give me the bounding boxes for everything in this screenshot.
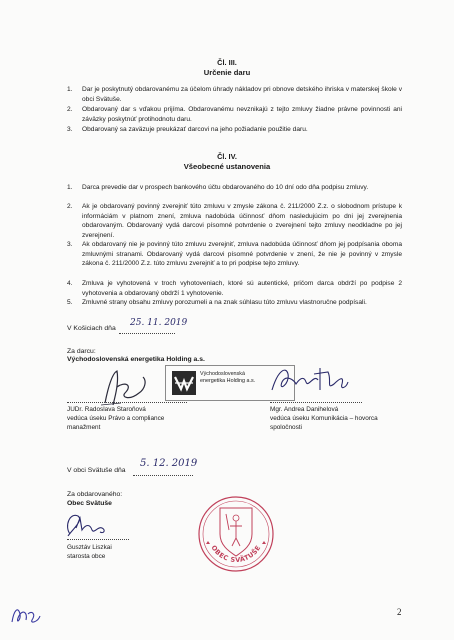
list-item bbox=[67, 85, 402, 105]
list-item bbox=[67, 279, 402, 299]
handwritten-date: 25. 11. 2019 bbox=[130, 318, 188, 328]
donor-heading: Za darcu: bbox=[67, 348, 96, 355]
list-item bbox=[67, 183, 402, 203]
place-date-label: V obci Svätuše dňa bbox=[67, 467, 126, 474]
signature-2 bbox=[268, 360, 350, 404]
signature-1 bbox=[95, 363, 155, 411]
item-number: 3. bbox=[67, 241, 73, 248]
list-item bbox=[67, 105, 402, 125]
page-number: 2 bbox=[397, 607, 402, 617]
list-item bbox=[67, 125, 402, 135]
signature-line bbox=[67, 539, 129, 540]
item-number: 4. bbox=[67, 280, 73, 287]
signer-1-name: JUDr. Radoslava Staroňová bbox=[67, 406, 146, 413]
section-title: Určenie daru bbox=[203, 68, 251, 77]
date-line bbox=[133, 475, 193, 476]
seal-text: OBEC SVÄTUŠE bbox=[209, 543, 263, 565]
handwritten-date: 5. 12. 2019 bbox=[140, 458, 198, 469]
municipal-seal bbox=[196, 494, 276, 574]
company-logo-icon bbox=[172, 371, 196, 395]
initials-mark bbox=[8, 600, 42, 628]
list-item bbox=[67, 202, 402, 242]
signer-1-role: vedúca úseku Právo a compliance manažment bbox=[67, 415, 165, 431]
signature-line bbox=[270, 402, 362, 403]
recipient-name: Obec Svätuše bbox=[67, 500, 112, 507]
item-text: Zmluvné strany obsahu zmluvy porozumeli a na znak súhlasu túto zmluvu vlastnoručne podpísali. bbox=[82, 299, 367, 306]
place-date-label: V Košiciach dňa bbox=[67, 325, 116, 332]
signature-3 bbox=[62, 508, 110, 542]
signer-2-name: Mgr. Andrea Danihelová bbox=[270, 406, 339, 413]
list-item bbox=[67, 298, 402, 318]
item-text: Dar je poskytnutý obdarovanému za účelom úhrady nákladov pri obnove detského ihriska v materskej škole v obci Svätuše. bbox=[82, 86, 402, 103]
item-text: Ak je obdarovaný povinný zverejniť túto zmluvu v zmysle zákona č. 211/2000 Z.z. o slobodnom prístupe k informáciám v platnom znení, zmluva nadobúda účinnosť dňom nasledujúcim po dni jej zverejnenia obdarovaným. Obdarovaný vydá darcovi písomné potvrdenie o zverejnení tejto zmluvy neodkladne po jej zverejnení. bbox=[82, 203, 402, 239]
item-number: 2. bbox=[67, 203, 73, 210]
item-number: 1. bbox=[67, 86, 73, 93]
date-line bbox=[119, 333, 175, 334]
signer-3-name: Gusztáv Liszkai bbox=[67, 544, 112, 551]
section-title: Všeobecné ustanovenia bbox=[183, 162, 271, 171]
item-text: Ak obdarovaný nie je povinný túto zmluvu zverejniť, zmluva nadobúda účinnosť dňom jej podpísania oboma zmluvnými stranami. Obdarovaný vydá darcovi písomné potvrdenie v znení, že nie je povinný v zmysle zákona č. 211/2000 Z.z. túto zmluvu zverejniť a to pri podpise tejto zmluvy. bbox=[82, 241, 402, 268]
section-number: Čl. III. bbox=[217, 58, 237, 67]
stamp-line-1: Východoslovenská bbox=[200, 371, 245, 377]
signer-2-role: vedúca úseku Komunikácia – hovorca spoločnosti bbox=[270, 415, 378, 431]
item-number: 3. bbox=[67, 126, 73, 133]
donor-company: Východoslovenská energetika Holding a.s. bbox=[67, 356, 205, 363]
item-number: 2. bbox=[67, 106, 73, 113]
item-text: Obdarovaný sa zaväzuje preukázať darcovi na jeho požiadanie použitie daru. bbox=[82, 126, 308, 133]
section-number: Čl. IV. bbox=[217, 152, 237, 161]
item-text: Zmluva je vyhotovená v troch vyhotoveniach, ktoré sú autentické, pričom darca obdrží po podpise 2 vyhotovenia a obdarovaný obdrží 1 vyhotovenie. bbox=[82, 280, 402, 297]
item-text: Darca prevedie dar v prospech bankového účtu obdarovaného do 10 dní odo dňa podpisu zmluvy. bbox=[82, 184, 369, 191]
signature-line bbox=[67, 402, 187, 403]
stamp-line-2: energetika Holding a.s. bbox=[200, 378, 256, 384]
item-text: Obdarovaný dar s vďakou prijíma. Obdarovanému nevznikajú z tejto zmluvy žiadne právne povinnosti ani záväzky poskytnúť protihodnotu daru. bbox=[82, 106, 402, 123]
item-number: 1. bbox=[67, 184, 73, 191]
signer-3-role: starosta obce bbox=[67, 553, 106, 560]
item-number: 5. bbox=[67, 299, 73, 306]
list-item bbox=[67, 240, 402, 280]
recipient-heading: Za obdarovaného: bbox=[67, 491, 123, 498]
